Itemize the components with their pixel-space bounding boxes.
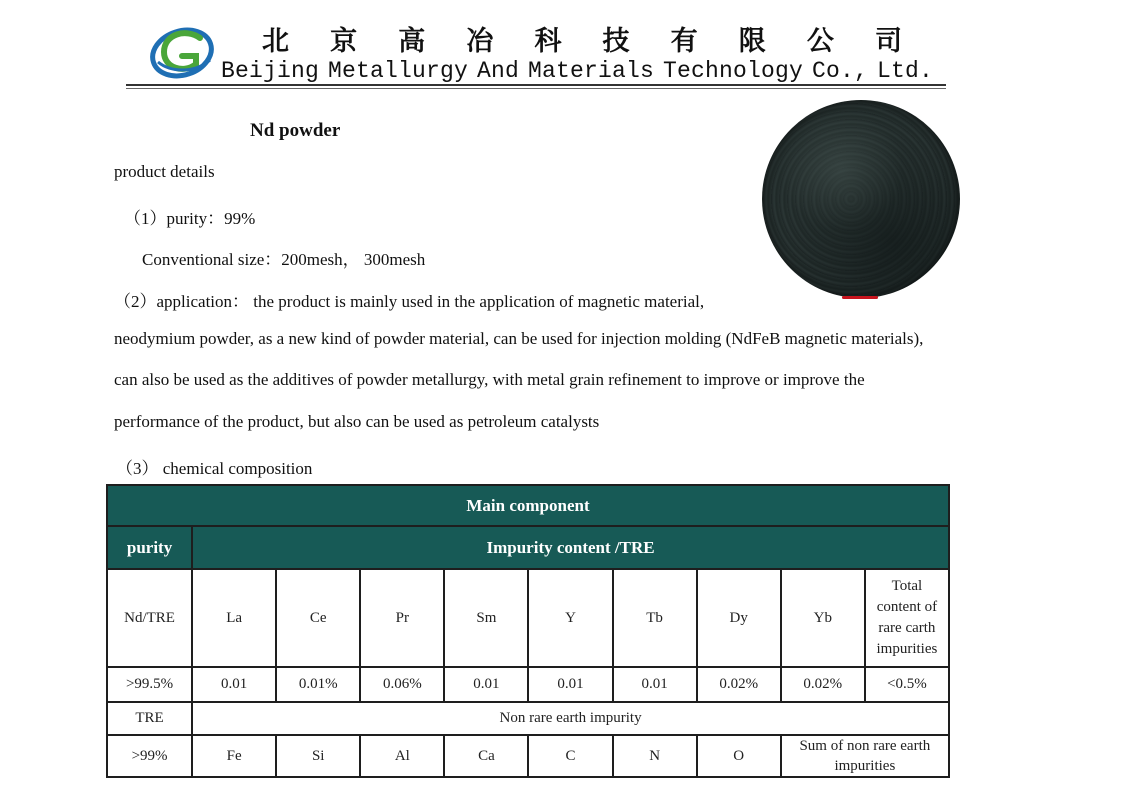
product-title: Nd powder (250, 120, 341, 141)
table-row (107, 667, 949, 702)
table-cell: 0.02% (697, 667, 781, 702)
table-cell: >99.5% (107, 667, 192, 702)
column-header: Total content of rare carth impurities (865, 569, 949, 667)
purity-header: purity (107, 526, 192, 569)
table-cell: O (697, 735, 781, 777)
size-line: Conventional size：200mesh， 300mesh (142, 250, 426, 269)
table-cell: 0.02% (781, 667, 865, 702)
company-cn-char: 冶 (466, 25, 494, 57)
application-text-line: can also be used as the additives of powder metallurgy, with metal grain refinement to improve or improve the (114, 370, 865, 389)
table-cell: 0.01 (192, 667, 276, 702)
nd-powder-photo (762, 100, 960, 298)
table-cell: 0.01 (444, 667, 528, 702)
header-divider-thin (126, 88, 946, 89)
table-cell: <0.5% (865, 667, 949, 702)
table-cell: >99% (107, 735, 192, 777)
table-cell: 0.01 (613, 667, 697, 702)
company-en-word: Beijing (221, 58, 320, 84)
column-header: Y (528, 569, 612, 667)
header-divider (126, 84, 946, 86)
company-en-word: And (477, 58, 520, 84)
company-cn-char: 有 (670, 25, 698, 57)
column-header: La (192, 569, 276, 667)
column-header: Nd/TRE (107, 569, 192, 667)
chemical-composition-table (106, 484, 950, 778)
table-cell: C (528, 735, 612, 777)
column-header: Pr (360, 569, 444, 667)
table-row (107, 702, 949, 735)
tre-label: TRE (107, 702, 192, 735)
company-name-english (221, 58, 933, 84)
company-en-word: Co., (811, 58, 868, 84)
column-header: Tb (613, 569, 697, 667)
table-cell: Ca (444, 735, 528, 777)
company-en-word: Metallurgy (328, 58, 469, 84)
company-name-chinese (262, 20, 902, 56)
company-cn-char: 高 (398, 25, 426, 57)
details-heading: product details (114, 162, 215, 181)
company-cn-char: 京 (330, 25, 358, 57)
table-header-row (107, 485, 949, 526)
company-cn-char: 技 (602, 25, 630, 57)
application-text-line: neodymium powder, as a new kind of powder material, can be used for injection molding (NdFeB magnetic materials), (114, 329, 924, 348)
company-cn-char: 司 (874, 25, 902, 57)
impurity-header: Impurity content /TRE (192, 526, 949, 569)
column-header: Sm (444, 569, 528, 667)
non-rare-earth-sum: Sum of non rare earth impurities (781, 735, 949, 777)
table-row (107, 735, 949, 777)
application-line: （2）application： the product is mainly used in the application of magnetic material, (114, 292, 705, 311)
table-cell: Al (360, 735, 444, 777)
purity-line: （1）purity：99% (124, 209, 256, 228)
table-cell: Fe (192, 735, 276, 777)
company-en-word: Ltd. (876, 58, 933, 84)
table-cell: 0.06% (360, 667, 444, 702)
company-cn-char: 科 (534, 25, 562, 57)
table-cell: 0.01% (276, 667, 360, 702)
company-cn-char: 公 (806, 25, 834, 57)
composition-heading: （3） chemical composition (116, 459, 313, 478)
table-cell: 0.01 (528, 667, 612, 702)
company-cn-char: 北 (262, 25, 289, 57)
column-header: Yb (781, 569, 865, 667)
non-rare-earth-label: Non rare earth impurity (192, 702, 949, 735)
application-text-line: performance of the product, but also can be used as petroleum catalysts (114, 412, 600, 431)
table-cell: N (613, 735, 697, 777)
company-logo-icon (150, 22, 218, 82)
company-cn-char: 限 (738, 25, 766, 57)
column-header: Dy (697, 569, 781, 667)
photo-red-mark (842, 296, 878, 299)
column-header: Ce (276, 569, 360, 667)
table-subheader-row (107, 526, 949, 569)
table-cell: Si (276, 735, 360, 777)
company-en-word: Technology (662, 58, 804, 84)
table-row (107, 569, 949, 667)
main-component-header: Main component (107, 485, 949, 526)
company-en-word: Materials (527, 58, 655, 84)
